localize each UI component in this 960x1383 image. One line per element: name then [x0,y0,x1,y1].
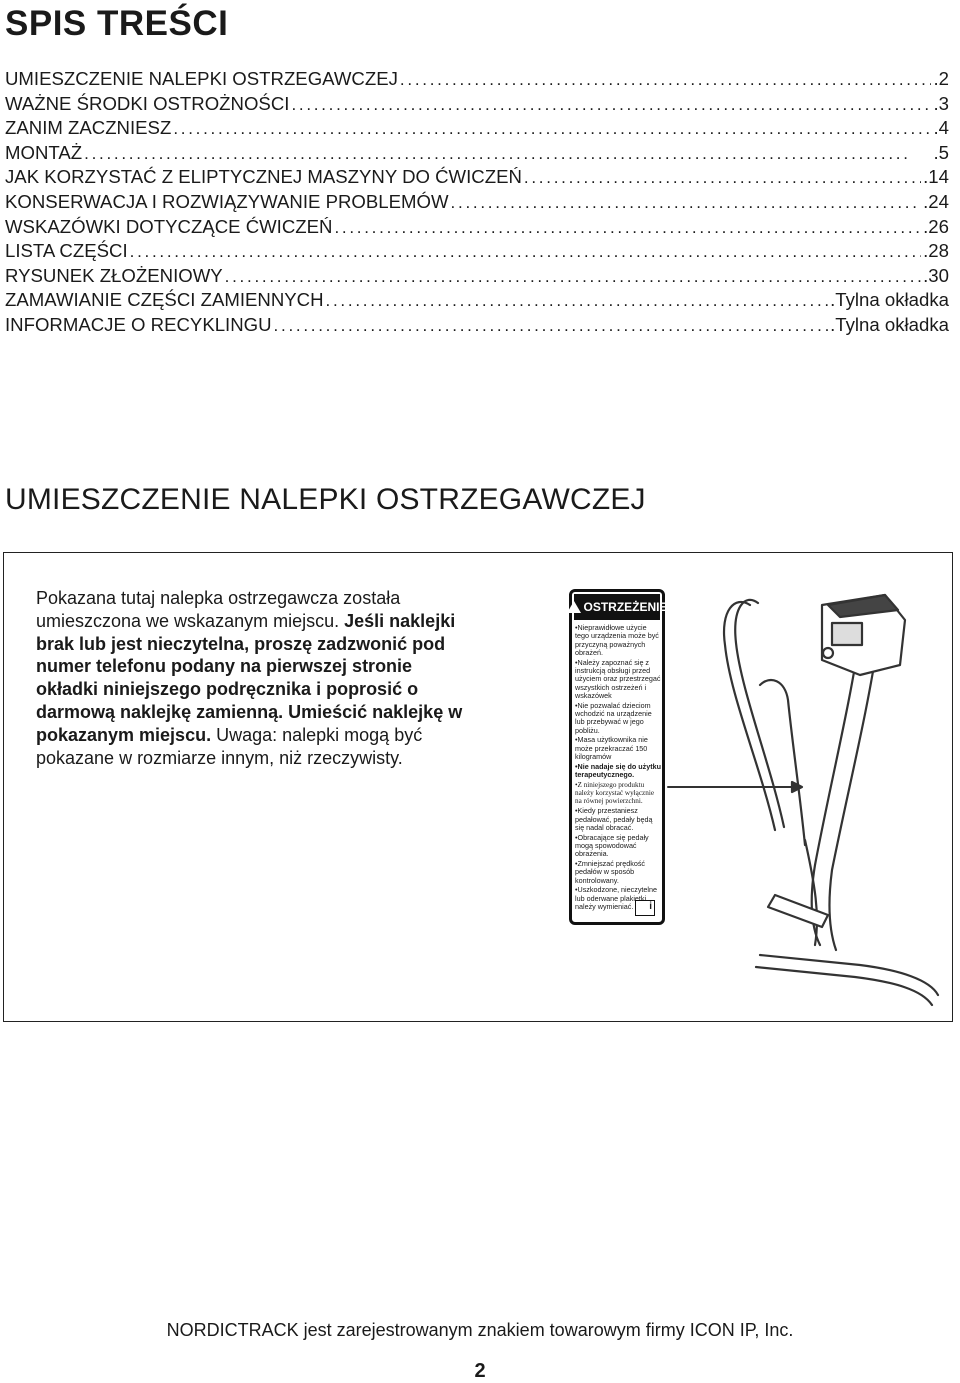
toc-entry-page: .30 [923,264,949,286]
handlebar-arm [735,600,784,827]
toc-entry[interactable] [5,117,949,142]
toc-leader-dots [173,119,931,139]
warning-item: •Zmniejszać prędkość pedałów w sposób kontrolowany. [575,859,646,885]
toc-entry-label: KONSERWACJA I ROZWIĄZYWANIE PROBLEMÓW [5,190,449,212]
table-of-contents [5,68,949,339]
toc-leader-dots [225,267,921,287]
toc-entry-page: .2 [933,68,949,89]
toc-entry[interactable] [5,166,949,191]
toc-entry-label: UMIESZCZENIE NALEPKI OSTRZEGAWCZEJ [5,68,398,89]
warning-item: •Kiedy przestaniesz pedałować, pedały będą się nadal obracać. [575,806,653,832]
toc-leader-dots [84,144,931,164]
description-plain-text: Pokazana tutaj nalepka ostrzegawcza została umieszczona we wskazanym miejscu. [36,588,401,631]
toc-leader-dots [130,242,922,262]
arrow-head [792,782,802,792]
warning-sticker [569,589,668,925]
toc-leader-dots [326,291,829,311]
section-title: UMIESZCZENIE NALEPKI OSTRZEGAWCZEJ [5,483,646,516]
page-title: SPIS TREŚCI [5,4,229,43]
warning-item: •Nie nadaje się do użytku terapeutycznego. [575,761,661,780]
toc-entry-label: WAŻNE ŚRODKI OSTROŻNOŚCI [5,92,290,114]
toc-entry-label: RYSUNEK ZŁOŻENIOWY [5,264,223,286]
toc-leader-dots [400,70,932,90]
section-description [36,587,466,769]
warning-item: •Nie pozwalać dzieciom wchodzić na urządzenie lub przebywać w jego pobliżu. [575,700,652,735]
toc-entry-page: .4 [933,117,949,139]
toc-entry-page: .3 [933,92,949,114]
toc-entry-label: MONTAŻ [5,141,83,163]
toc-leader-dots [274,316,829,336]
toc-entry-page: .Tylna okładka [830,313,949,335]
warning-item: •Masa użytkownika nie może przekraczać 150 kilogramów [575,735,648,761]
toc-entry-page: .26 [923,215,949,237]
toc-entry-label: ZANIM ZACZNIESZ [5,117,172,139]
warning-triangle-icon [567,601,581,613]
toc-entry[interactable] [5,142,949,167]
machine-post [829,640,878,950]
toc-leader-dots [524,168,921,188]
description-note-text: Uwaga: nalepki mogą być pokazane w rozmiarze innym, niż rzeczywisty. [36,724,423,768]
warning-item: •Uszkodzone, nieczytelne lub oderwane plakietki należy wymieniać. [575,885,658,911]
warning-item: •Obracające się pedały mogą spowodować obrażenia. [575,832,649,859]
manual-book-icon: i [635,900,655,916]
toc-entry-page: .24 [923,190,949,212]
toc-leader-dots [451,193,922,213]
machine-base [756,967,932,1005]
toc-leader-dots [334,218,921,238]
toc-entry-label: WSKAZÓWKI DOTYCZĄCE ĆWICZEŃ [5,215,333,237]
pedal [768,895,828,927]
toc-leader-dots [291,95,931,115]
warning-item: •Z niniejszego produktu należy korzystać wyłącznie na równej powierzchni. [575,780,655,806]
toc-entry[interactable] [5,93,949,118]
toc-entry-page: .14 [923,166,949,188]
toc-entry-label: JAK KORZYSTAĆ Z ELIPTYCZNEJ MASZYNY DO ĆWICZEŃ [5,166,522,188]
toc-entry-page: .28 [923,240,949,262]
toc-entry-page: .5 [933,141,949,163]
warning-item: •Nieprawidłowe użycie tego urządzenia może być przyczyną poważnych obrażeń. [575,623,659,657]
handlebar-arm [724,602,775,830]
toc-entry[interactable] [5,265,949,290]
toc-entry[interactable] [5,314,949,339]
warning-heading: OSTRZEŻENIE [583,600,668,614]
toc-entry[interactable] [5,68,949,93]
toc-entry[interactable] [5,191,949,216]
toc-entry-label: ZAMAWIANIE CZĘŚCI ZAMIENNYCH [5,289,324,311]
toc-entry-page: .Tylna okładka [830,289,949,311]
description-bold-text: Jeśli naklejki brak lub jest nieczytelna, proszę zadzwonić pod numer telefonu podany na pierwszej stronie okładki niniejszego podręcznika i poprosić o darmową naklejkę zamienną. Umieścić naklejkę w pokazanym miejscu. [36,610,463,745]
machine-post [812,635,860,945]
toc-entry[interactable] [5,289,949,314]
console-screen [832,623,862,645]
toc-entry[interactable] [5,240,949,265]
warning-item: •Należy zapoznać się z instrukcją obsługi przed użyciem oraz przestrzegać wszystkich ostrzeżeń i wskazówek [575,657,661,700]
warning-header [574,594,668,620]
page-number: 2 [474,1360,486,1382]
toc-entry-label: LISTA CZĘŚCI [5,240,128,262]
trademark-notice: NORDICTRACK jest zarejestrowanym znakiem towarowym firmy ICON IP, Inc. [166,1320,794,1340]
toc-entry-label: INFORMACJE O RECYKLINGU [5,313,272,335]
toc-entry[interactable] [5,216,949,241]
warning-items [575,624,661,913]
